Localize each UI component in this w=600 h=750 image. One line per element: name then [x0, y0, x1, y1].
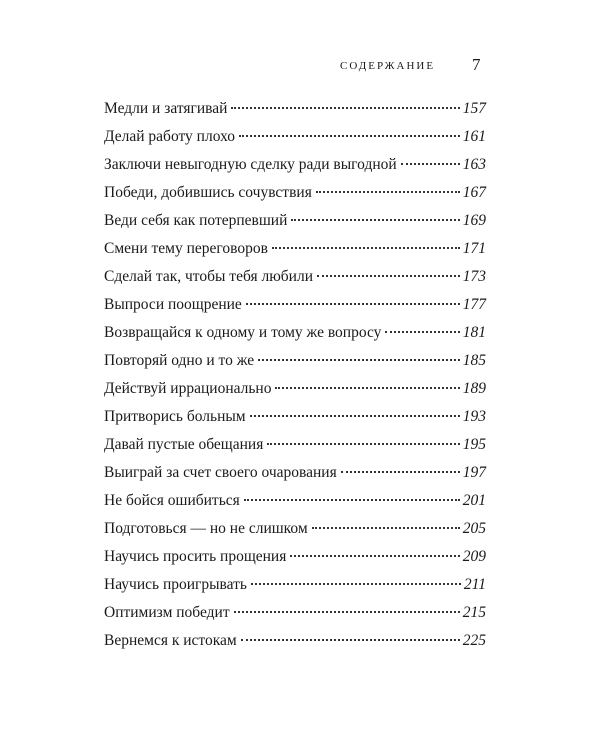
- toc-entry-title: Смени тему переговоров: [104, 240, 268, 257]
- toc-entry: [104, 291, 486, 319]
- dot-leader: [385, 331, 459, 333]
- toc-entry-page: 193: [462, 408, 486, 425]
- dot-leader: [231, 107, 459, 109]
- toc-entry-title: Повторяй одно и то же: [104, 352, 255, 369]
- toc-entry-title: Возвращайся к одному и тому же вопросу: [104, 324, 382, 341]
- dot-leader: [290, 555, 459, 557]
- toc-entry-page: 209: [462, 548, 486, 565]
- dot-leader: [250, 415, 460, 417]
- toc-entry-page: 195: [462, 436, 486, 453]
- dot-leader: [267, 443, 459, 445]
- toc-entry-page: 205: [462, 520, 486, 537]
- toc-entry: [104, 95, 486, 123]
- toc-entry-page: 211: [463, 576, 486, 593]
- toc-entry-title: Медли и затягивай: [104, 100, 228, 117]
- toc-entry-page: 189: [462, 380, 486, 397]
- toc-entry: [104, 207, 486, 235]
- toc-entry-page: 171: [462, 240, 486, 257]
- toc-entry-title: Давай пустые обещания: [104, 436, 264, 453]
- toc-entry: [104, 627, 486, 655]
- toc-entry-page: 177: [462, 296, 486, 313]
- toc-entry-page: 167: [462, 184, 486, 201]
- toc-entry-title: Делай работу плохо: [104, 128, 235, 145]
- toc-entry: [104, 599, 486, 627]
- dot-leader: [272, 247, 460, 249]
- toc-entry-page: 161: [462, 128, 486, 145]
- dot-leader: [341, 471, 460, 473]
- toc-entry: [104, 571, 486, 599]
- toc-entry: [104, 459, 486, 487]
- toc-entry: [104, 319, 486, 347]
- toc-entry-title: Научись проигрывать: [104, 576, 247, 593]
- toc-entry-title: Не бойся ошибиться: [104, 492, 240, 509]
- dot-leader: [241, 639, 460, 641]
- running-head: СОДЕРЖАНИЕ: [340, 60, 436, 72]
- toc-entry-page: 201: [462, 492, 486, 509]
- toc-entry: [104, 515, 486, 543]
- toc-entry: [104, 235, 486, 263]
- toc-entry-page: 185: [462, 352, 486, 369]
- dot-leader: [316, 191, 460, 193]
- toc-entry-title: Заключи невыгодную сделку ради выгодной: [104, 156, 397, 173]
- toc-entry: [104, 123, 486, 151]
- toc-entry: [104, 151, 486, 179]
- dot-leader: [239, 135, 460, 137]
- toc-entry: [104, 347, 486, 375]
- toc-entry-page: 225: [462, 632, 486, 649]
- toc-entry-title: Выиграй за счет своего очарования: [104, 464, 337, 481]
- toc-entry-title: Оптимизм победит: [104, 604, 230, 621]
- toc-entry-title: Веди себя как потерпевший: [104, 212, 288, 229]
- toc-entry: [104, 403, 486, 431]
- toc-entry-title: Подготовься — но не слишком: [104, 520, 308, 537]
- toc-entry-title: Победи, добившись сочувствия: [104, 184, 312, 201]
- dot-leader: [246, 303, 460, 305]
- dot-leader: [258, 359, 460, 361]
- dot-leader: [244, 499, 460, 501]
- dot-leader: [234, 611, 460, 613]
- table-of-contents: [104, 95, 486, 655]
- dot-leader: [291, 219, 459, 221]
- toc-entry: [104, 179, 486, 207]
- toc-entry-page: 163: [462, 156, 486, 173]
- toc-entry: [104, 543, 486, 571]
- toc-entry-title: Сделай так, чтобы тебя любили: [104, 268, 313, 285]
- dot-leader: [312, 527, 460, 529]
- toc-entry-title: Научись просить прощения: [104, 548, 287, 565]
- toc-entry-title: Вернемся к истокам: [104, 632, 237, 649]
- toc-entry-page: 197: [462, 464, 486, 481]
- toc-entry-title: Притворись больным: [104, 408, 246, 425]
- toc-entry-page: 169: [462, 212, 486, 229]
- toc-entry-page: 173: [462, 268, 486, 285]
- toc-entry: [104, 431, 486, 459]
- dot-leader: [401, 163, 460, 165]
- toc-entry-title: Действуй иррационально: [104, 380, 272, 397]
- dot-leader: [251, 583, 461, 585]
- dot-leader: [317, 275, 460, 277]
- toc-entry-page: 157: [462, 100, 486, 117]
- toc-entry: [104, 375, 486, 403]
- toc-entry-page: 215: [462, 604, 486, 621]
- toc-entry-title: Выпроси поощрение: [104, 296, 242, 313]
- toc-entry-page: 181: [462, 324, 486, 341]
- page-number: 7: [472, 55, 481, 74]
- toc-entry: [104, 263, 486, 291]
- toc-entry: [104, 487, 486, 515]
- dot-leader: [275, 387, 459, 389]
